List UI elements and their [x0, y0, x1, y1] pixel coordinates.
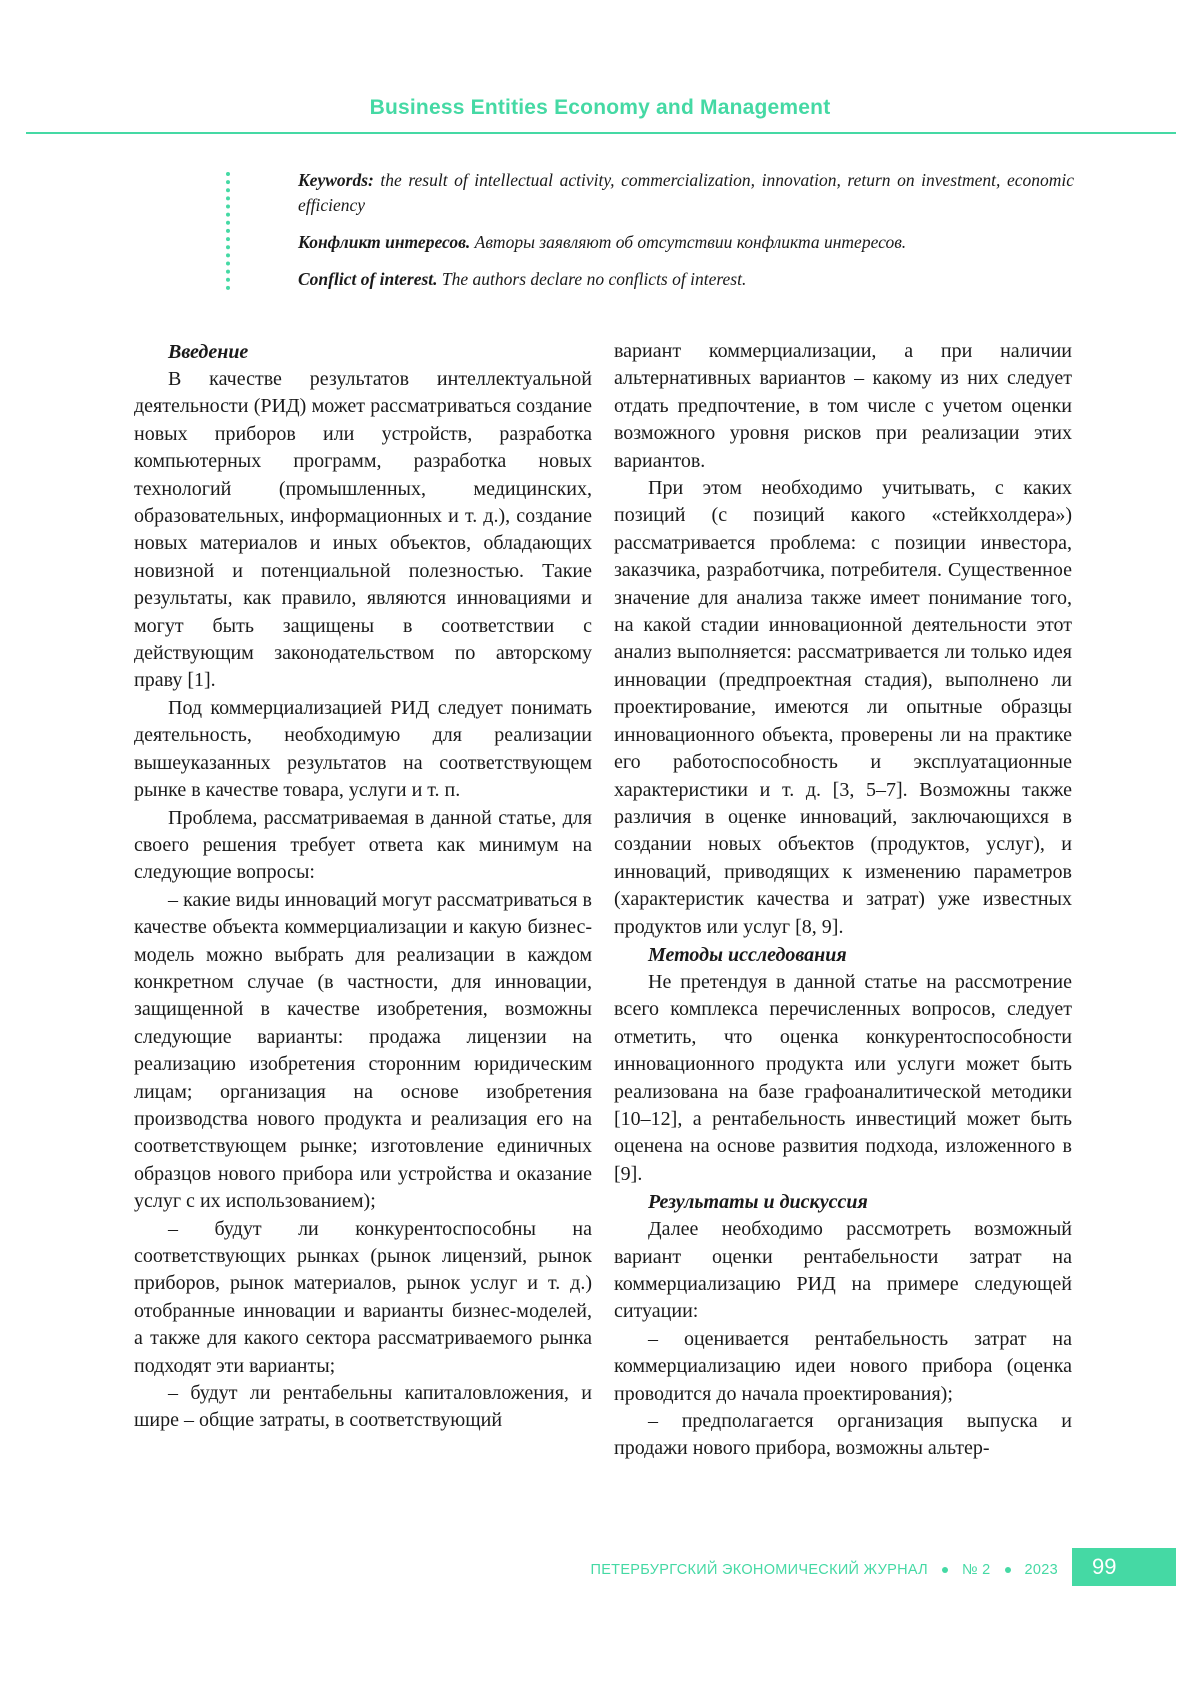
conflict-ru-line [298, 230, 1074, 255]
journal-section-title: Business Entities Economy and Management [369, 96, 831, 119]
paragraph-continued: вариант коммерциализации, а при наличии альтернативных вариантов – какому из них следует отдать предпочтение, в том числе с учетом оценки возможного уровня рисков при реализации этих вариантов. [614, 340, 1072, 472]
list-item-paragraph: – предполагается организация выпуска и продажи нового прибора, возможны альтер- [614, 1410, 1072, 1460]
bullet-dot-icon [1005, 1567, 1011, 1573]
footer-issue: № 2 [961, 1562, 991, 1578]
front-matter-block [298, 168, 1074, 304]
keywords-text: the result of intellectual activity, commercialization, innovation, return on investment, economic efficiency [298, 170, 1074, 215]
list-item-paragraph: – будут ли рентабельны капиталовложения, и шире – общие затраты, в соответствующий [134, 1382, 592, 1432]
keywords-label: Keywords: [298, 170, 374, 190]
paragraph: В качестве результатов интеллектуальной деятельности (РИД) может рассматриваться создание новых приборов или устройств, разработка компьютерных программ, разработка новых технологий (промышленных, медицинских, образовательных, информационных и т. д.), создание новых материалов и иных объектов, обладающих новизной и потенциальной полезностью. Такие результаты, как правило, являются инновациями и могут быть защищены в соответствии с действующим законодательством по авторскому праву [1]. [134, 368, 592, 692]
list-item-paragraph: – будут ли конкурентоспособны на соответствующих рынках (рынок лицензий, рынок приборов, рынок материалов, рынок услуг и т. д.) отобранные инновации и варианты бизнес-моделей, а также для какого сектора рассматриваемого рынка подходят эти варианты; [134, 1217, 592, 1377]
keywords-line [298, 168, 1074, 218]
conflict-ru-text: Авторы заявляют об отсутствии конфликта интересов. [470, 232, 907, 252]
section-heading-introduction: Введение [168, 341, 249, 363]
front-matter-dotted-rule [226, 172, 230, 290]
conflict-en-label: Conflict of interest. [298, 269, 438, 289]
conflict-en-text: The authors declare no conflicts of interest. [437, 269, 747, 289]
conflict-ru-label: Конфликт интересов. [298, 232, 471, 252]
paragraph: Проблема, рассматриваемая в данной статье, для своего решения требует ответа как минимум на следующие вопросы: [134, 806, 592, 884]
conflict-en-line [298, 267, 1074, 292]
paragraph: Далее необходимо рассмотреть возможный вариант оценки рентабельности затрат на коммерциализацию РИД на примере следующей ситуации: [614, 1218, 1072, 1323]
footer-journal-info [590, 1562, 1058, 1578]
paragraph: Не претендуя в данной статье на рассмотрение всего комплекса перечисленных вопросов, следует отметить, что оценка конкурентоспособности инновационного продукта или услуги может быть реализована на базе графоаналитической методики [10–12], а рентабельность инвестиций может быть оценена на основе развития подхода, изложенного в [9]. [614, 970, 1072, 1185]
section-heading-results: Результаты и дискуссия [648, 1191, 868, 1214]
section-heading-methods: Методы исследования [648, 943, 847, 966]
bullet-dot-icon [942, 1567, 948, 1573]
right-column [614, 338, 1072, 1463]
footer-journal-name: ПЕТЕРБУРГСКИЙ ЭКОНОМИЧЕСКИЙ ЖУРНАЛ [590, 1562, 928, 1578]
list-item-paragraph: – оценивается рентабельность затрат на коммерциализацию идеи нового прибора (оценка проводится до начала проектирования); [614, 1327, 1072, 1405]
left-column [134, 338, 592, 1435]
page-number: 99 [1072, 1548, 1176, 1586]
list-item-paragraph: – какие виды инноваций могут рассматриваться в качестве объекта коммерциализации и какую бизнес-модель можно выбрать для реализации в каждом конкретном случае (в частности, для инновации, защищенной в качестве изобретения, возможны следующие варианты: продажа лицензии на реализацию изобретения сторонним юридическим лицам; организация на основе изобретения производства нового продукта и реализация его на соответствующем рынке; изготовление единичных образцов нового прибора или устройства и оказание услуг с их использованием); [134, 888, 592, 1213]
footer-year: 2023 [1024, 1562, 1058, 1578]
header-divider [26, 132, 1176, 134]
paragraph: Под коммерциализацией РИД следует понимать деятельность, необходимую для реализации вышеуказанных результатов на соответствующем рынке в качестве товара, услуги и т. п. [134, 696, 592, 802]
paragraph: При этом необходимо учитывать, с каких позиций (с позиций какого «стейкхолдера») рассматривается проблема: с позиции инвестора, заказчика, разработчика, потребителя. Существенное значение для анализа также имеет понимание того, на какой стадии инновационной деятельности этот анализ выполняется: рассматривается ли только идея инновации (предпроектная стадия), выполнено ли проектирование, имеются ли опытные образцы инновационного объекта, проверены ли на практике его работоспособность и эксплуатационные характеристики и т. д. [3, 5–7]. Возможны также различия в оценке инноваций, заключающихся в создании новых объектов (продуктов, услуг), и инноваций, приводящих к изменению параметров (характеристик качества и затрат) уже известных продуктов или услуг [8, 9]. [614, 477, 1072, 938]
